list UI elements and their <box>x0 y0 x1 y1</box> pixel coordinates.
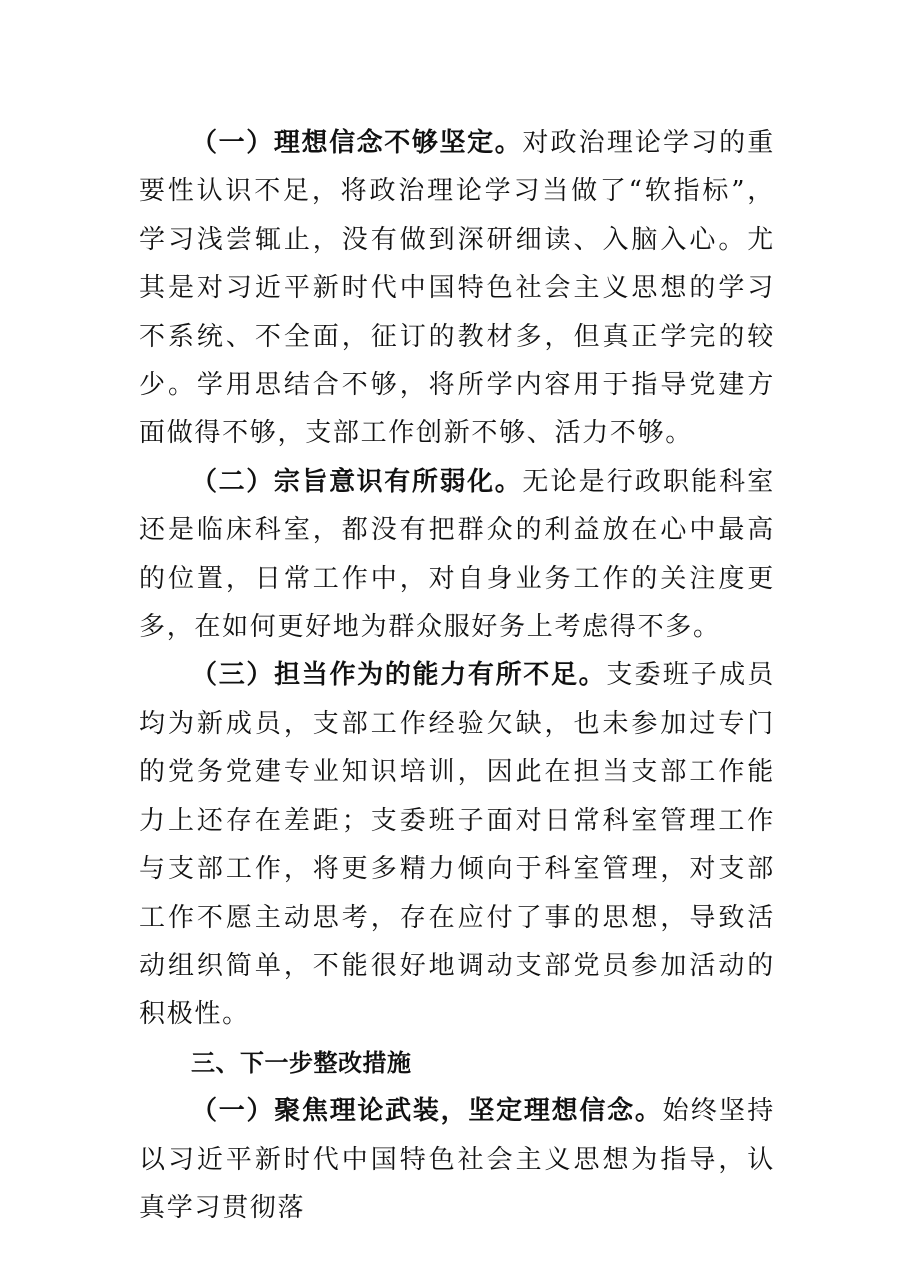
paragraph-text: 始终坚持以习近平新时代中国特色社会主义思想为指导，认真学习贯彻落 <box>139 1096 775 1223</box>
paragraph-capability <box>139 651 775 1038</box>
section-heading: 三、下一步整改措施 <box>191 1048 412 1077</box>
paragraph-text: 支委班子成员均为新成员，支部工作经验欠缺，也未参加过专门的党务党建专业知识培训，因此在担当支部工作能力上还存在差距；支委班子面对日常科室管理工作与支部工作，将更多精力倾向于科室管理，对支部工作不愿主动思考，存在应付了事的思想，导致活动组织简单，不能很好地调动支部党员参加活动的积极性。 <box>139 660 775 1030</box>
paragraph-measures <box>139 1087 775 1232</box>
paragraph-text: 对政治理论学习的重要性认识不足，将政治理论学习当做了“软指标”，学习浅尝辄止，没有做到深研细读、入脑入心。尤其是对习近平新时代中国特色社会主义思想的学习不系统、不全面，征订的教材多，但真正学完的较少。学用思结合不够，将所学内容用于指导党建方面做得不够，支部工作创新不够、活力不够。 <box>139 128 775 449</box>
paragraph-lead: （三）担当作为的能力有所不足。 <box>191 660 607 691</box>
paragraph-ideals <box>139 119 775 458</box>
paragraph-lead: （二）宗旨意识有所弱化。 <box>191 466 523 497</box>
document-body <box>139 119 775 1232</box>
paragraph-lead: （一）聚焦理论武装，坚定理想信念。 <box>191 1096 663 1127</box>
paragraph-text: 无论是行政职能科室还是临床科室，都没有把群众的利益放在心中最高的位置，日常工作中，对自身业务工作的关注度更多，在如何更好地为群众服好务上考虑得不多。 <box>139 466 775 643</box>
paragraph-purpose <box>139 458 775 652</box>
paragraph-lead: （一）理想信念不够坚定。 <box>191 128 523 158</box>
